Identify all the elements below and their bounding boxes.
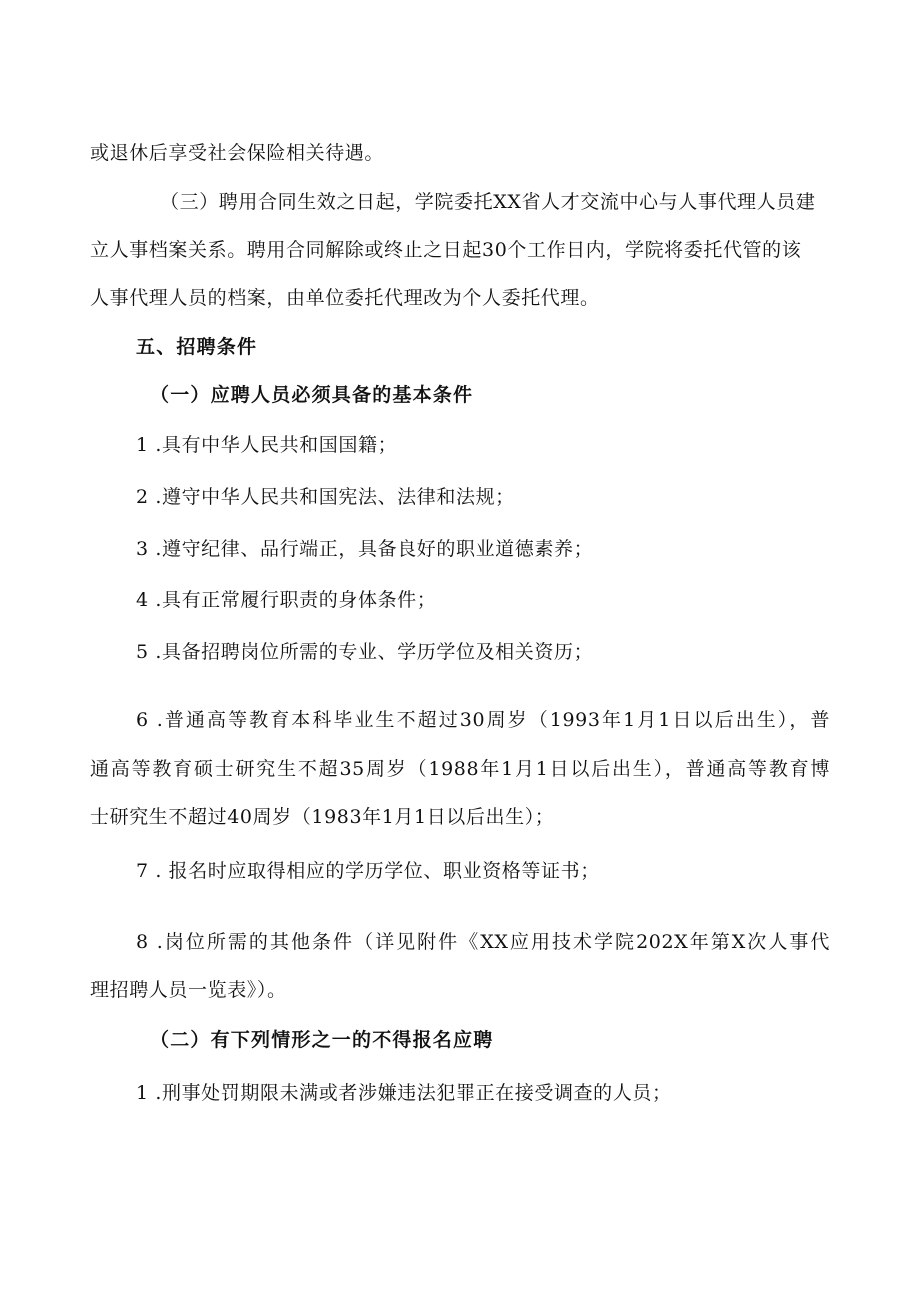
subsection-heading: （一）应聘人员必须具备的基本条件 [150,384,474,406]
section-heading: 五、招聘条件 [136,336,258,358]
subsection-heading: （二）有下列情形之一的不得报名应聘 [150,1029,494,1051]
list-item: 2 .遵守中华人民共和国宪法、法律和法规； [136,486,515,508]
list-item: 4 .具有正常履行职责的身体条件； [136,589,437,611]
paragraph-line: 人事代理人员的档案，由单位委托代理改为个人委托代理。 [90,287,600,309]
paragraph-line: 士研究生不超过40周岁（1983年1月1日以后出生）； [90,806,555,828]
list-item: 3 .遵守纪律、品行端正，具备良好的职业道德素养； [136,538,594,560]
list-item: 7 . 报名时应取得相应的学历学位、职业资格等证书； [136,860,600,882]
list-item: 1 .刑事处罚期限未满或者涉嫌违法犯罪正在接受调查的人员； [136,1082,672,1104]
paragraph-line: 理招聘人员一览表》）。 [90,979,287,1001]
paragraph-line: 或退休后享受社会保险相关待遇。 [90,142,385,164]
list-item: 8 .岗位所需的其他条件（详见附件《XX应用技术学院202X年第X次人事代 [136,931,830,953]
paragraph-line: 通高等教育硕士研究生不超35周岁（1988年1月1日以后出生），普通高等教育博 [90,758,830,780]
list-item: 5 .具备招聘岗位所需的专业、学历学位及相关资历； [136,641,594,663]
paragraph-line: 立人事档案关系。聘用合同解除或终止之日起30个工作日内，学院将委托代管的该 [90,239,802,261]
list-item: 6 .普通高等教育本科毕业生不超过30周岁（1993年1月1日以后出生），普 [136,709,830,731]
list-item: 1 .具有中华人民共和国国籍； [136,434,398,456]
paragraph-line: （三）聘用合同生效之日起，学院委托XX省人才交流中心与人事代理人员建 [160,191,816,213]
